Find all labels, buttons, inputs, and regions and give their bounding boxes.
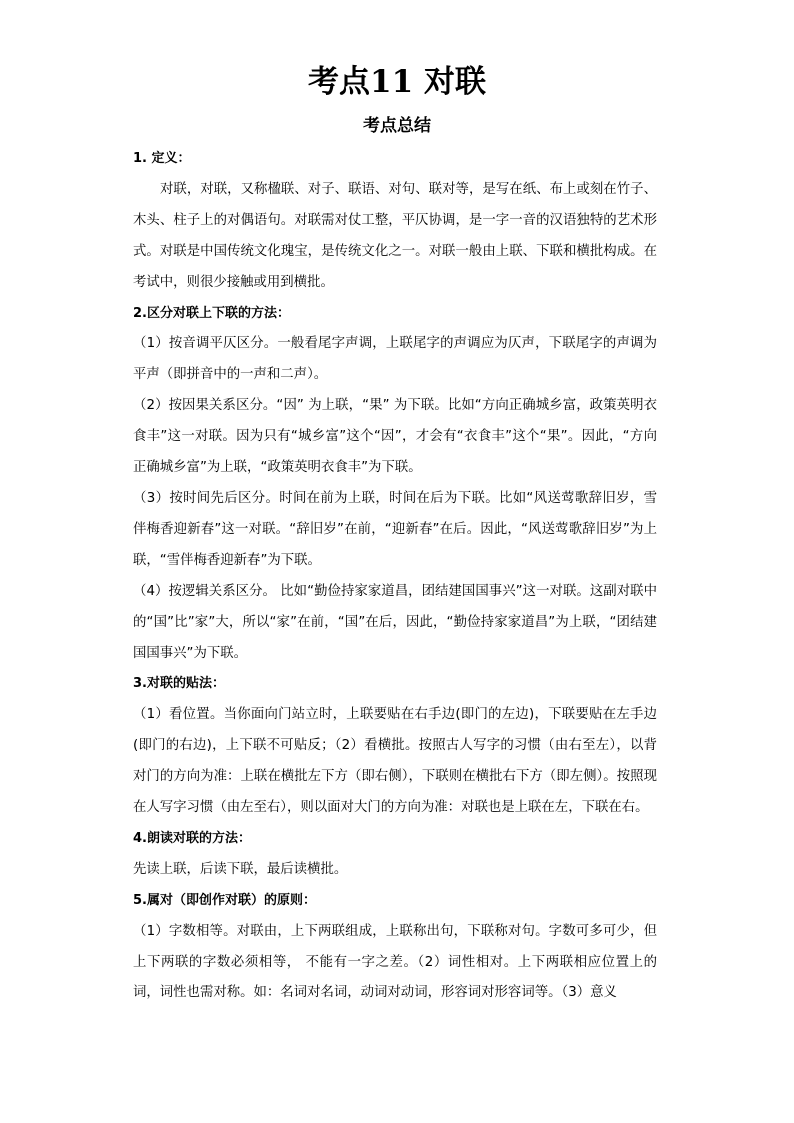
section-heading-reading: 4.朗读对联的方法： xyxy=(133,830,251,846)
paragraph-definition: 对联，对联，又称楹联、对子、联语、对句、联对等，是写在纸、布上或刻在竹子、木头、柱子上的对偶语句。对联需对仗工整，平仄协调，是一字一音的汉语独特的艺术形式。对联是中国传统文化瑰宝，是传统文化之一。对联一般由上联、下联和横批构成。在考试中，则很少接触或用到横批。 xyxy=(133,181,657,290)
section-heading-principles: 5.属对（即创作对联）的原则： xyxy=(133,892,316,908)
paragraph-principles: （1）字数相等。对联由，上下两联组成，上联称出句，下联称对句。字数可多可少，但上下两联的字数必须相等， 不能有一字之差。（2）词性相对。上下两联相应位置上的词，词性也需对称。如：名词对名词，动词对动词，形容词对形容词等。（3）意义 xyxy=(133,923,657,1001)
paragraph-cause-effect-method: （2）按因果关系区分。“因” 为上联，“果” 为下联。比如“方向正确城乡富，政策英明衣食丰”这一对联。因为只有“城乡富”这个“因”，才会有“衣食丰”这个“果”。因此，“方向正确城乡富”为上联，“政策英明衣食丰”为下联。 xyxy=(133,398,657,476)
paragraph-time-order-method: （3）按时间先后区分。时间在前为上联，时间在后为下联。比如“风送莺歌辞旧岁，雪伴梅香迎新春”这一对联。“辞旧岁”在前，“迎新春”在后。因此，“风送莺歌辞旧岁”为上联，“雪伴梅香迎新春”为下联。 xyxy=(133,490,657,568)
paragraph-posting: （1）看位置。当你面向门站立时，上联要贴在右手边(即门的左边)，下联要贴在左手边(即门的右边)，上下联不可贴反；（2）看横批。按照古人写字的习惯（由右至左），以背对门的方向为准：上联在横批左下方（即右侧），下联则在横批右下方（即左侧）。按照现在人写字习惯（由左至右），则以面对大门的方向为准：对联也是上联在左，下联在右。 xyxy=(133,707,657,816)
paragraph-reading: 先读上联，后读下联，最后读横批。 xyxy=(133,861,348,877)
paragraph-tone-method: （1）按音调平仄区分。一般看尾字声调，上联尾字的声调应为仄声，下联尾字的声调为平声（即拼音中的一声和二声）。 xyxy=(133,336,657,383)
section-heading-posting: 3.对联的贴法： xyxy=(133,676,225,692)
paragraph-logic-method: （4）按逻辑关系区分。 比如“勤俭持家家道昌，团结建国国事兴”这一对联。这副对联中的“国”比”家”大，所以“家”在前，“国”在后，因此，“勤俭持家家道昌”为上联，“团结建国国事兴”为下联。 xyxy=(133,583,657,661)
page-subtitle: 考点总结 xyxy=(363,116,431,136)
document-body xyxy=(133,144,657,1009)
section-heading-distinguish: 2.区分对联上下联的方法： xyxy=(133,305,290,321)
section-heading-definition: 1. 定义： xyxy=(133,151,191,166)
page-title: 考点11 对联 xyxy=(308,64,486,100)
